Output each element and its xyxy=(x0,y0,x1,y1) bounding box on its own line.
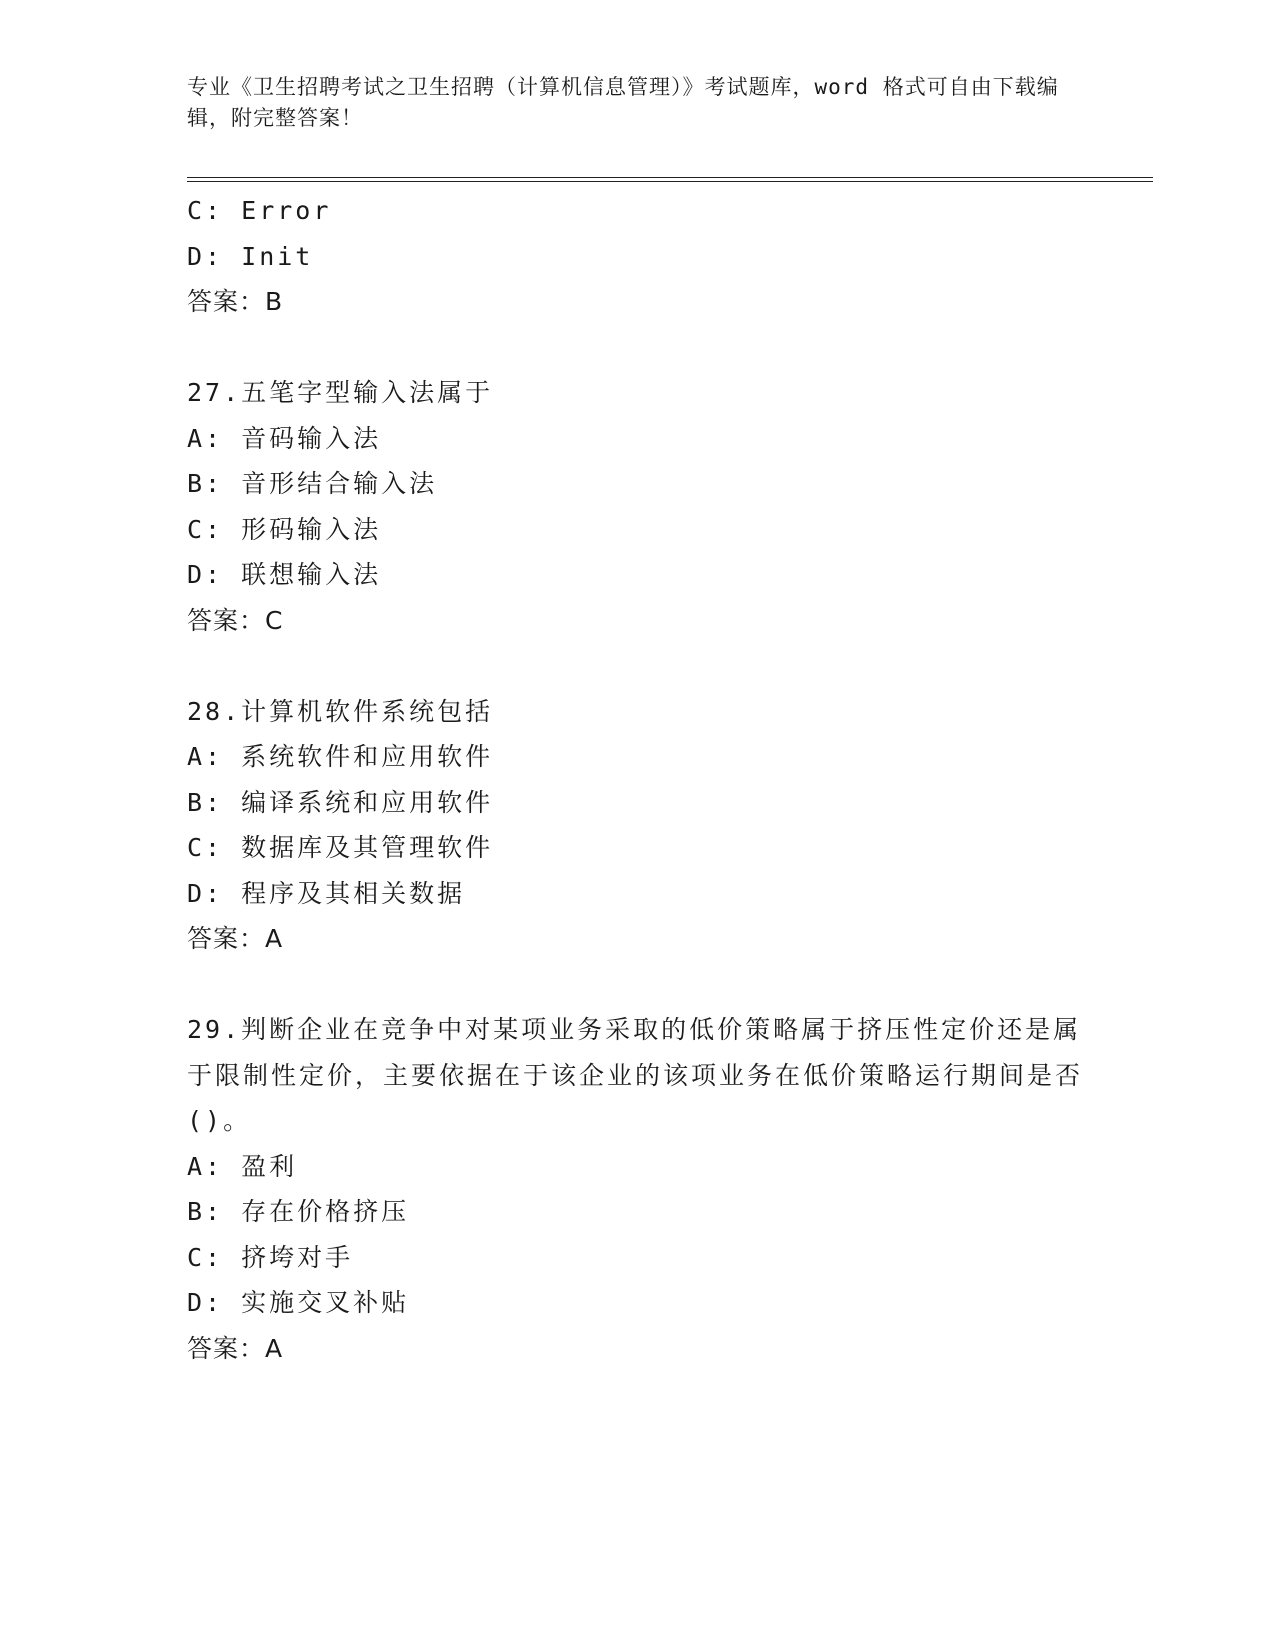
answer: 答案：A xyxy=(187,1333,284,1363)
option-b: B: 存在价格挤压 xyxy=(187,1197,410,1226)
answer: 答案：A xyxy=(187,924,284,953)
option-b: B: 编译系统和应用软件 xyxy=(187,787,494,817)
question-stem: 29.判断企业在竞争中对某项业务采取的低价策略属于挤压性定价还是属于限制性定价，主要依据在于该企业的该项业务在低价策略运行期间是否()。 xyxy=(187,1015,1084,1135)
option-d: D: 联想输入法 xyxy=(187,560,382,589)
question-27 xyxy=(187,370,1087,643)
question-list xyxy=(187,188,1087,1371)
option-c: C: 形码输入法 xyxy=(187,514,382,544)
option-d: D: 程序及其相关数据 xyxy=(187,878,466,908)
option-c: C: 数据库及其管理软件 xyxy=(187,833,494,862)
header-text: 专业《卫生招聘考试之卫生招聘（计算机信息管理）》考试题库，word 格式可自由下载编辑，附完整答案！ xyxy=(187,75,1059,130)
option-b: B: 音形结合输入法 xyxy=(187,469,438,498)
question-29 xyxy=(187,1007,1087,1371)
option-d: D: 实施交叉补贴 xyxy=(187,1288,410,1317)
document-header xyxy=(187,72,1067,134)
question-28 xyxy=(187,689,1087,962)
answer: 答案：B xyxy=(187,287,284,316)
option-a: A: 系统软件和应用软件 xyxy=(187,742,494,771)
spacer xyxy=(187,643,1087,689)
spacer xyxy=(187,325,1087,371)
question-stem: 28.计算机软件系统包括 xyxy=(187,696,494,726)
answer: 答案：C xyxy=(187,605,284,635)
option-a: A: 音码输入法 xyxy=(187,423,382,453)
header-divider-top xyxy=(187,177,1153,178)
question-stem: 27.五笔字型输入法属于 xyxy=(187,378,494,407)
question-26-tail xyxy=(187,188,1087,325)
option-c: C: Error xyxy=(187,196,332,225)
spacer xyxy=(187,962,1087,1008)
option-d: D: Init xyxy=(187,241,314,271)
header-divider-bottom xyxy=(187,181,1153,182)
option-a: A: 盈利 xyxy=(187,1151,298,1181)
option-c: C: 挤垮对手 xyxy=(187,1242,354,1272)
